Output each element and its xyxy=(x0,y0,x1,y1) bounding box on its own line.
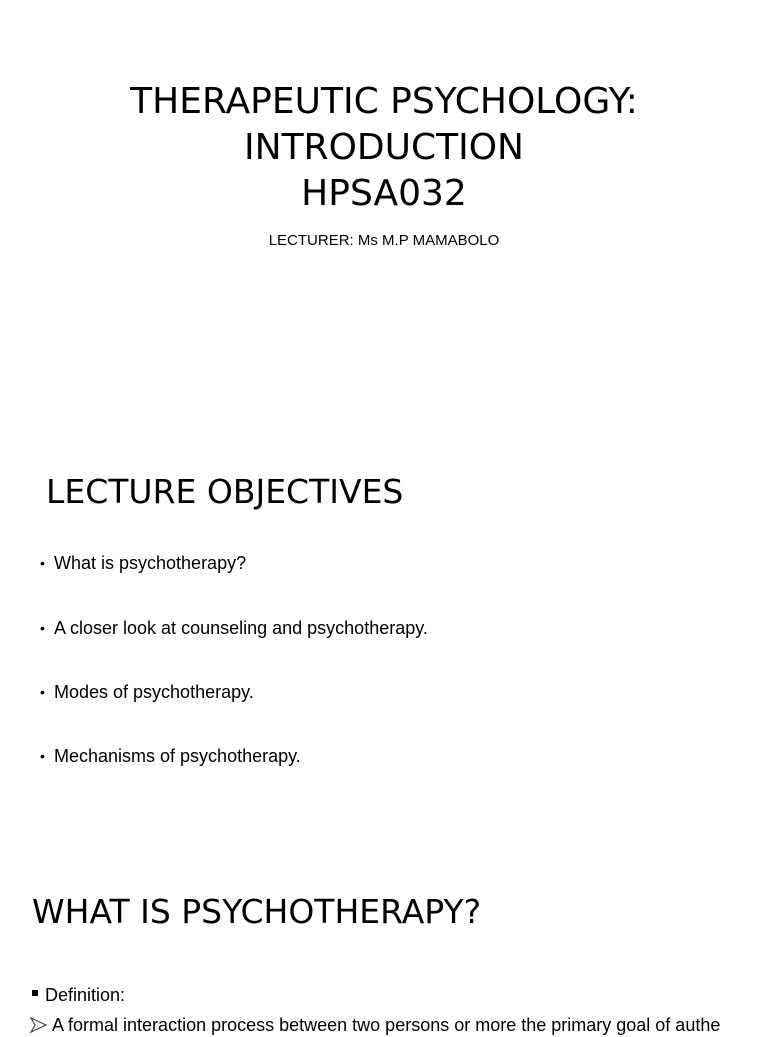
definition-text: A formal interaction process between two persons or more the primary goal of authe xyxy=(52,1015,721,1035)
square-bullet-icon xyxy=(32,990,38,996)
slide-title xyxy=(0,0,768,420)
objective-text: A closer look at counseling and psychotherapy. xyxy=(54,618,428,638)
arrow-bullet-icon xyxy=(30,1017,48,1033)
objective-text: Modes of psychotherapy. xyxy=(54,682,254,702)
definition-item xyxy=(32,983,125,1007)
objective-item xyxy=(40,616,428,640)
round-bullet-icon: • xyxy=(40,748,45,764)
objective-item xyxy=(40,551,246,575)
objective-text: Mechanisms of psychotherapy. xyxy=(54,746,301,766)
lecturer-name: LECTURER: Ms M.P MAMABOLO xyxy=(268,232,500,249)
title-line-2: INTRODUCTION xyxy=(244,127,524,168)
round-bullet-icon: • xyxy=(40,620,45,636)
title-line-3: HPSA032 xyxy=(301,173,467,214)
objective-item xyxy=(40,744,301,768)
round-bullet-icon: • xyxy=(40,684,45,700)
objectives-heading: LECTURE OBJECTIVES xyxy=(46,472,404,511)
definition-text-line xyxy=(30,1013,720,1037)
round-bullet-icon: • xyxy=(40,555,45,571)
slide-what-is-psychotherapy xyxy=(0,850,768,1035)
objective-text: What is psychotherapy? xyxy=(54,553,247,573)
slide-title-heading xyxy=(0,79,768,217)
definition-label: Definition: xyxy=(45,985,126,1005)
title-line-1: THERAPEUTIC PSYCHOLOGY: xyxy=(130,81,638,122)
psychotherapy-heading: WHAT IS PSYCHOTHERAPY? xyxy=(32,892,482,931)
slide-lecture-objectives xyxy=(0,420,768,850)
objective-item xyxy=(40,680,254,704)
